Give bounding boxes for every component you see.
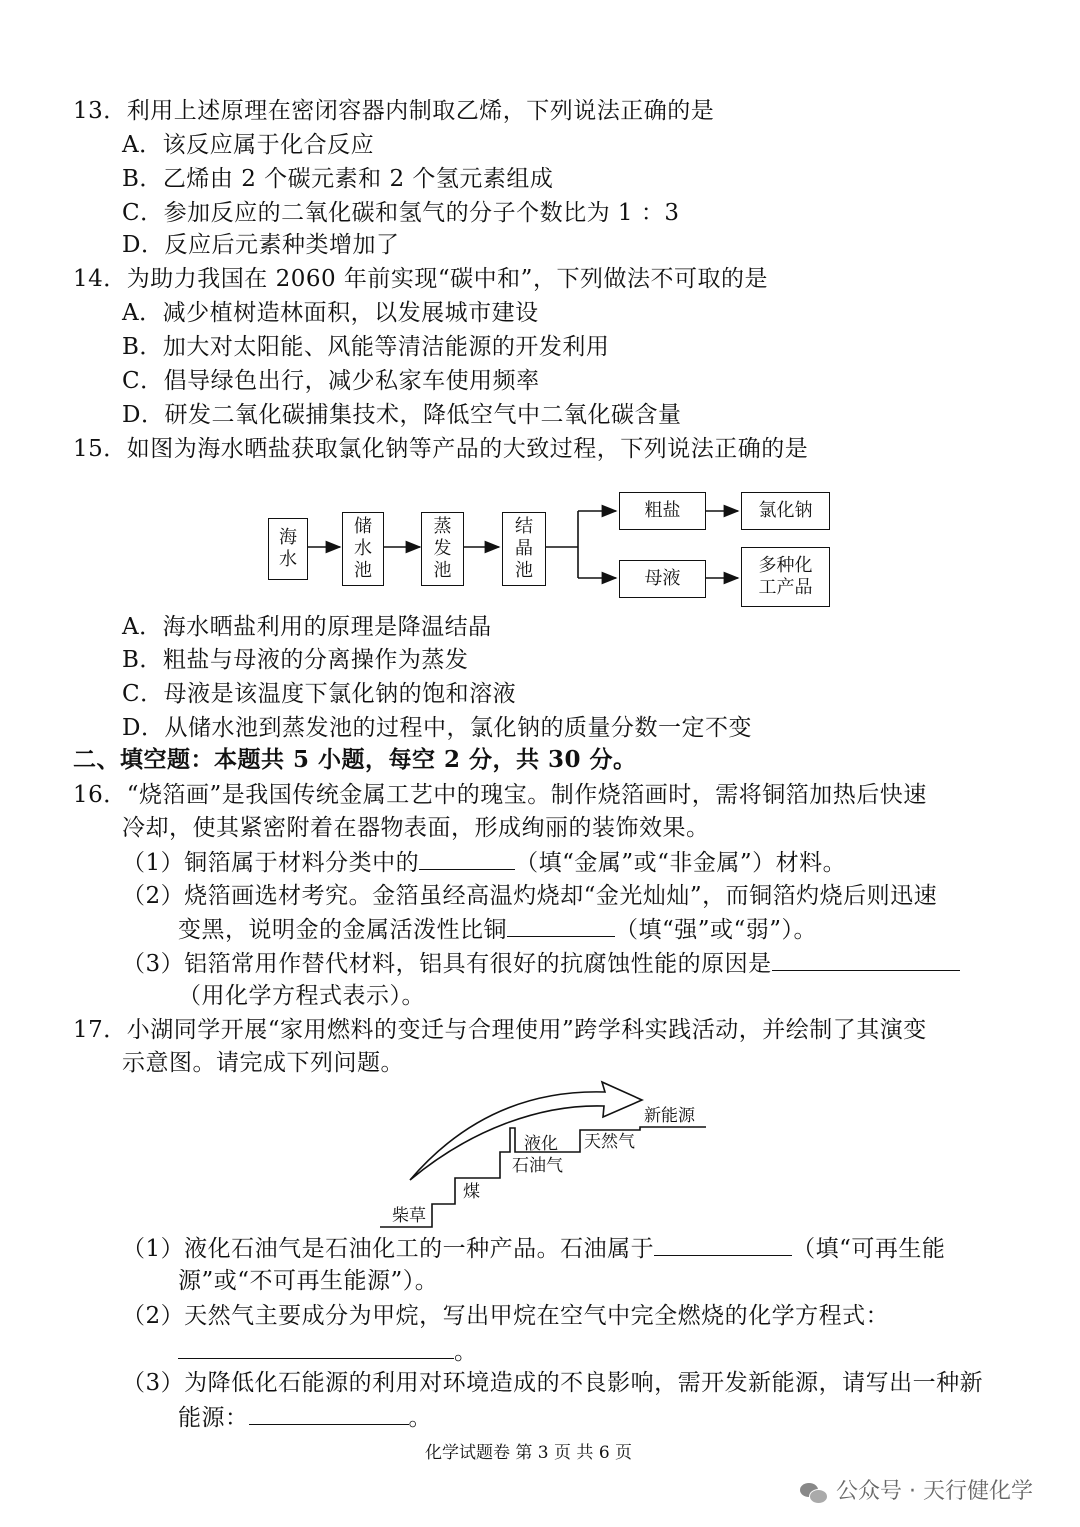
q14-option-b: B．加大对太阳能、风能等清洁能源的开发利用 <box>122 334 610 360</box>
q17-part2-line2 <box>178 1334 478 1369</box>
q17-part1-hint: （填“可再生能 <box>792 1236 946 1262</box>
q17-part2-end: 。 <box>454 1339 478 1365</box>
q17-stem-line1: 17．小湖同学开展“家用燃料的变迁与合理使用”跨学科实践活动，并绘制了其演变 <box>73 1017 927 1043</box>
q14-option-c: C．倡导绿色出行，减少私家车使用频率 <box>122 368 540 394</box>
box-mother-liquor-label: 母液 <box>644 568 681 589</box>
q16-part2-line1: （2）烧箔画选材考究。金箔虽经高温灼烧却“金光灿灿”，而铜箔灼烧后则迅速 <box>122 883 938 909</box>
q15-option-d: D．从储水池到蒸发池的过程中，氯化钠的质量分数一定不变 <box>122 715 752 741</box>
q17-part1-blank[interactable] <box>654 1231 792 1256</box>
box-evaporation-pool <box>421 512 464 586</box>
q17-part2-blank[interactable] <box>178 1334 454 1359</box>
q16-stem-line2: 冷却，使其紧密附着在器物表面，形成绚丽的装饰效果。 <box>122 815 710 841</box>
box-mother-liquor <box>619 560 706 598</box>
q14-option-a: A．减少植树造林面积，以发展城市建设 <box>122 300 539 326</box>
q16-part3-blank[interactable] <box>772 946 960 971</box>
box-chemical-products-line2: 工产品 <box>758 577 813 598</box>
q16-part2-text: 变黑，说明金的金属活泼性比铜 <box>178 917 507 943</box>
q13-option-d: D．反应后元素种类增加了 <box>122 232 400 258</box>
section-2-heading: 二、填空题：本题共 5 小题，每空 2 分，共 30 分。 <box>73 746 637 773</box>
box-crude-salt-label: 粗盐 <box>644 500 681 521</box>
box-crystallization-pool <box>502 512 546 586</box>
box-storage-pool <box>342 512 384 586</box>
q16-part3-text: （3）铝箔常用作替代材料，铝具有很好的抗腐蚀性能的原因是 <box>122 951 772 977</box>
box-sodium-chloride-label: 氯化钠 <box>758 500 813 521</box>
q16-part3-line1 <box>122 946 960 981</box>
watermark <box>800 1474 1033 1505</box>
box-chemical-products-line1: 多种化 <box>758 555 813 576</box>
box-chemical-products <box>741 547 830 607</box>
q17-part2-line1: （2）天然气主要成分为甲烷，写出甲烷在空气中完全燃烧的化学方程式： <box>122 1303 890 1329</box>
q13-option-b: B．乙烯由 2 个碳元素和 2 个氢元素组成 <box>122 166 554 192</box>
q17-part3-text: 能源： <box>178 1405 249 1431</box>
box-sodium-chloride <box>741 492 830 530</box>
q13-stem: 13．利用上述原理在密闭容器内制取乙烯，下列说法正确的是 <box>73 98 715 124</box>
q17-part3-blank[interactable] <box>249 1400 409 1425</box>
q17-part3-end: 。 <box>408 1405 432 1431</box>
q15-stem: 15．如图为海水晒盐获取氯化钠等产品的大致过程，下列说法正确的是 <box>73 436 809 462</box>
q17-part1-line2: 源”或“不可再生能源”）。 <box>178 1268 439 1294</box>
step-coal: 煤 <box>463 1182 480 1202</box>
q15-option-b: B．粗盐与母液的分离操作为蒸发 <box>122 647 469 673</box>
q17-part3-line2 <box>178 1400 432 1435</box>
q17-stem-line2: 示意图。请完成下列问题。 <box>122 1050 404 1076</box>
q16-part2-blank[interactable] <box>507 912 615 937</box>
box-crystallization-pool-label: 结晶池 <box>515 516 533 581</box>
q17-part1-text: （1）液化石油气是石油化工的一种产品。石油属于 <box>122 1236 655 1262</box>
q15-option-c: C．母液是该温度下氯化钠的饱和溶液 <box>122 681 517 707</box>
q16-part1-text: （1）铜箔属于材料分类中的 <box>122 850 420 876</box>
wechat-icon <box>800 1481 828 1503</box>
q16-part3-line2: （用化学方程式表示）。 <box>178 983 425 1009</box>
q16-part1 <box>122 845 846 880</box>
q13-option-c: C．参加反应的二氧化碳和氢气的分子个数比为 1 ：3 <box>122 200 680 226</box>
q13-option-a: A．该反应属于化合反应 <box>122 132 375 158</box>
box-storage-pool-label: 储水池 <box>354 516 372 581</box>
q17-part1-line1 <box>122 1231 945 1266</box>
q16-part2-line2 <box>178 912 817 947</box>
box-crude-salt <box>619 492 706 530</box>
q16-stem-line1: 16．“烧箔画”是我国传统金属工艺中的瑰宝。制作烧箔画时，需将铜箔加热后快速 <box>73 782 927 808</box>
q16-part1-hint: （填“金属”或“非金属”）材料。 <box>515 850 847 876</box>
q16-part2-hint: （填“强”或“弱”）。 <box>615 917 818 943</box>
q14-option-d: D．研发二氧化碳捕集技术，降低空气中二氧化碳含量 <box>122 402 682 428</box>
box-seawater <box>268 518 308 580</box>
watermark-text: 公众号 · 天行健化学 <box>836 1479 1033 1504</box>
box-evaporation-pool-label: 蒸发池 <box>433 516 452 581</box>
step-lpg-line1: 液化 <box>524 1134 558 1154</box>
page-footer: 化学试题卷 第 3 页 共 6 页 <box>425 1443 633 1463</box>
step-natural-gas: 天然气 <box>584 1132 635 1152</box>
box-seawater-label: 海水 <box>279 527 297 570</box>
q16-part1-blank[interactable] <box>419 845 515 870</box>
step-new-energy: 新能源 <box>644 1106 695 1126</box>
step-firewood: 柴草 <box>392 1206 426 1226</box>
q17-part3-line1: （3）为降低化石能源的利用对环境造成的不良影响，需开发新能源，请写出一种新 <box>122 1370 984 1396</box>
q14-stem: 14．为助力我国在 2060 年前实现“碳中和”，下列做法不可取的是 <box>73 266 768 292</box>
step-lpg-line2: 石油气 <box>512 1156 563 1176</box>
q15-option-a: A．海水晒盐利用的原理是降温结晶 <box>122 614 492 640</box>
